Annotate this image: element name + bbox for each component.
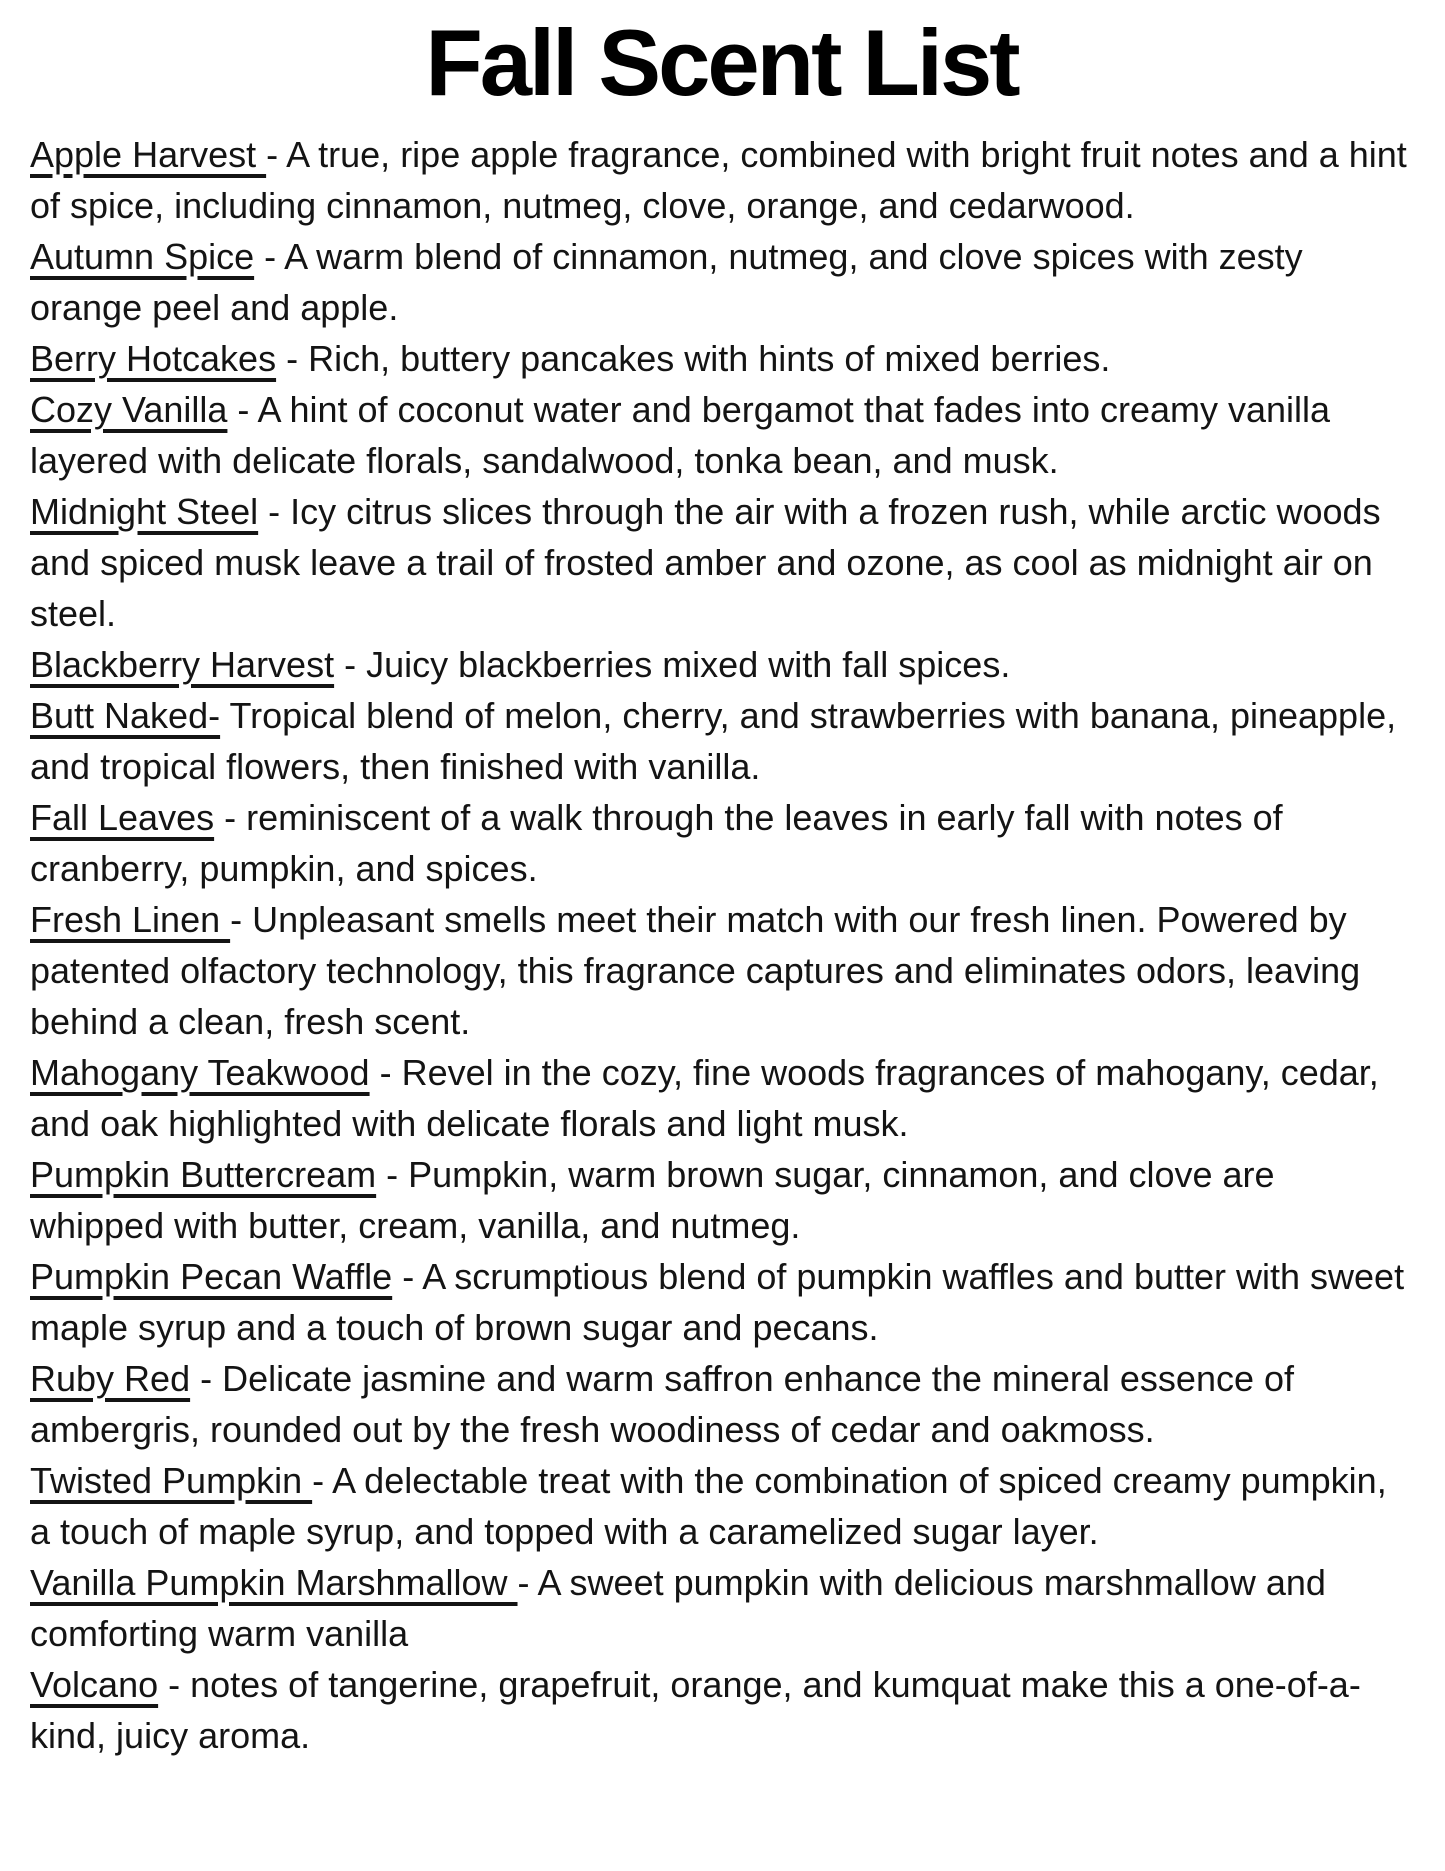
scent-entry bbox=[30, 792, 1413, 894]
separator: - bbox=[230, 898, 253, 940]
separator: - bbox=[376, 1153, 409, 1195]
scent-description: A true, ripe apple fragrance, combined with bright fruit notes and a hint of spice, including cinnamon, nutmeg, clove, orange, and cedarwood. bbox=[30, 133, 1417, 226]
scent-name: Butt Naked- bbox=[30, 694, 221, 736]
scent-entry bbox=[30, 129, 1417, 231]
scent-description: Pumpkin, warm brown sugar, cinnamon, and clove are whipped with butter, cream, vanilla, and nutmeg. bbox=[30, 1153, 1285, 1246]
scent-entry bbox=[30, 231, 1413, 333]
scent-entry bbox=[30, 1557, 1413, 1659]
scent-description: notes of tangerine, grapefruit, orange, and kumquat make this a one-of-a-kind, juicy aroma. bbox=[30, 1663, 1361, 1756]
scent-description: A delectable treat with the combination of spiced creamy pumpkin, a touch of maple syrup, and topped with a caramelized sugar layer. bbox=[30, 1459, 1397, 1552]
scent-name: Fall Leaves bbox=[30, 796, 215, 838]
separator: - bbox=[227, 388, 258, 430]
separator: - bbox=[214, 796, 247, 838]
scent-entry bbox=[30, 384, 1413, 486]
scent-name: Blackberry Harvest bbox=[30, 643, 335, 685]
scent-description: Tropical blend of melon, cherry, and strawberries with banana, pineapple, and tropical flowers, then finished with vanilla. bbox=[30, 694, 1407, 787]
scent-entry bbox=[30, 1659, 1413, 1761]
scent-name: Twisted Pumpkin bbox=[30, 1459, 313, 1501]
scent-description: Juicy blackberries mixed with fall spices. bbox=[366, 643, 1011, 685]
scent-entry bbox=[30, 1047, 1413, 1149]
scent-description: reminiscent of a walk through the leaves in early fall with notes of cranberry, pumpkin, and spices. bbox=[30, 796, 1293, 889]
scent-name: Fresh Linen bbox=[30, 898, 231, 940]
scent-name: Ruby Red bbox=[30, 1357, 191, 1399]
separator: - bbox=[190, 1357, 223, 1399]
scent-name: Mahogany Teakwood bbox=[30, 1051, 370, 1093]
scent-description: Icy citrus slices through the air with a frozen rush, while arctic woods and spiced musk leave a trail of frosted amber and ozone, as cool as midnight air on steel. bbox=[30, 490, 1391, 634]
separator: - bbox=[258, 490, 291, 532]
scent-entry bbox=[30, 1251, 1413, 1353]
scent-description: A hint of coconut water and bergamot that fades into creamy vanilla layered with delicate florals, sandalwood, tonka bean, and musk. bbox=[30, 388, 1341, 481]
scent-description: Revel in the cozy, fine woods fragrances of mahogany, cedar, and oak highlighted with delicate florals and light musk. bbox=[30, 1051, 1389, 1144]
scent-description: Rich, buttery pancakes with hints of mixed berries. bbox=[308, 337, 1111, 379]
scent-name: Pumpkin Buttercream bbox=[30, 1153, 377, 1195]
page-title: Fall Scent List bbox=[425, 10, 1018, 115]
separator: - bbox=[158, 1663, 191, 1705]
scent-list bbox=[30, 129, 1417, 1761]
scent-description: A sweet pumpkin with delicious marshmallow and comforting warm vanilla bbox=[30, 1561, 1336, 1654]
scent-name: Apple Harvest bbox=[30, 133, 267, 175]
scent-entry bbox=[30, 639, 1413, 690]
scent-entry bbox=[30, 690, 1413, 792]
separator: - bbox=[254, 235, 285, 277]
separator: - bbox=[312, 1459, 333, 1501]
scent-entry bbox=[30, 894, 1413, 1047]
scent-entry bbox=[30, 1353, 1413, 1455]
scent-name: Autumn Spice bbox=[30, 235, 255, 277]
scent-description: A warm blend of cinnamon, nutmeg, and clove spices with zesty orange peel and apple. bbox=[30, 235, 1313, 328]
separator: - bbox=[517, 1561, 538, 1603]
scent-entry bbox=[30, 1149, 1413, 1251]
scent-name: Midnight Steel bbox=[30, 490, 259, 532]
separator: - bbox=[369, 1051, 402, 1093]
scent-name: Pumpkin Pecan Waffle bbox=[30, 1255, 393, 1297]
separator: - bbox=[334, 643, 367, 685]
separator: - bbox=[392, 1255, 423, 1297]
scent-name: Vanilla Pumpkin Marshmallow bbox=[30, 1561, 518, 1603]
scent-entry bbox=[30, 1455, 1413, 1557]
scent-entry bbox=[30, 486, 1413, 639]
scent-description: Delicate jasmine and warm saffron enhance the mineral essence of ambergris, rounded out by the fresh woodiness of cedar and oakmoss. bbox=[30, 1357, 1305, 1450]
scent-description: A scrumptious blend of pumpkin waffles and butter with sweet maple syrup and a touch of brown sugar and pecans. bbox=[30, 1255, 1415, 1348]
scent-entry bbox=[30, 333, 1413, 384]
scent-name: Cozy Vanilla bbox=[30, 388, 228, 430]
scent-description: Unpleasant smells meet their match with our fresh linen. Powered by patented olfactory technology, this fragrance captures and eliminates odors, leaving behind a clean, fresh scent. bbox=[30, 898, 1371, 1042]
separator: - bbox=[276, 337, 309, 379]
scent-name: Volcano bbox=[30, 1663, 159, 1705]
separator: - bbox=[266, 133, 287, 175]
scent-name: Berry Hotcakes bbox=[30, 337, 277, 379]
